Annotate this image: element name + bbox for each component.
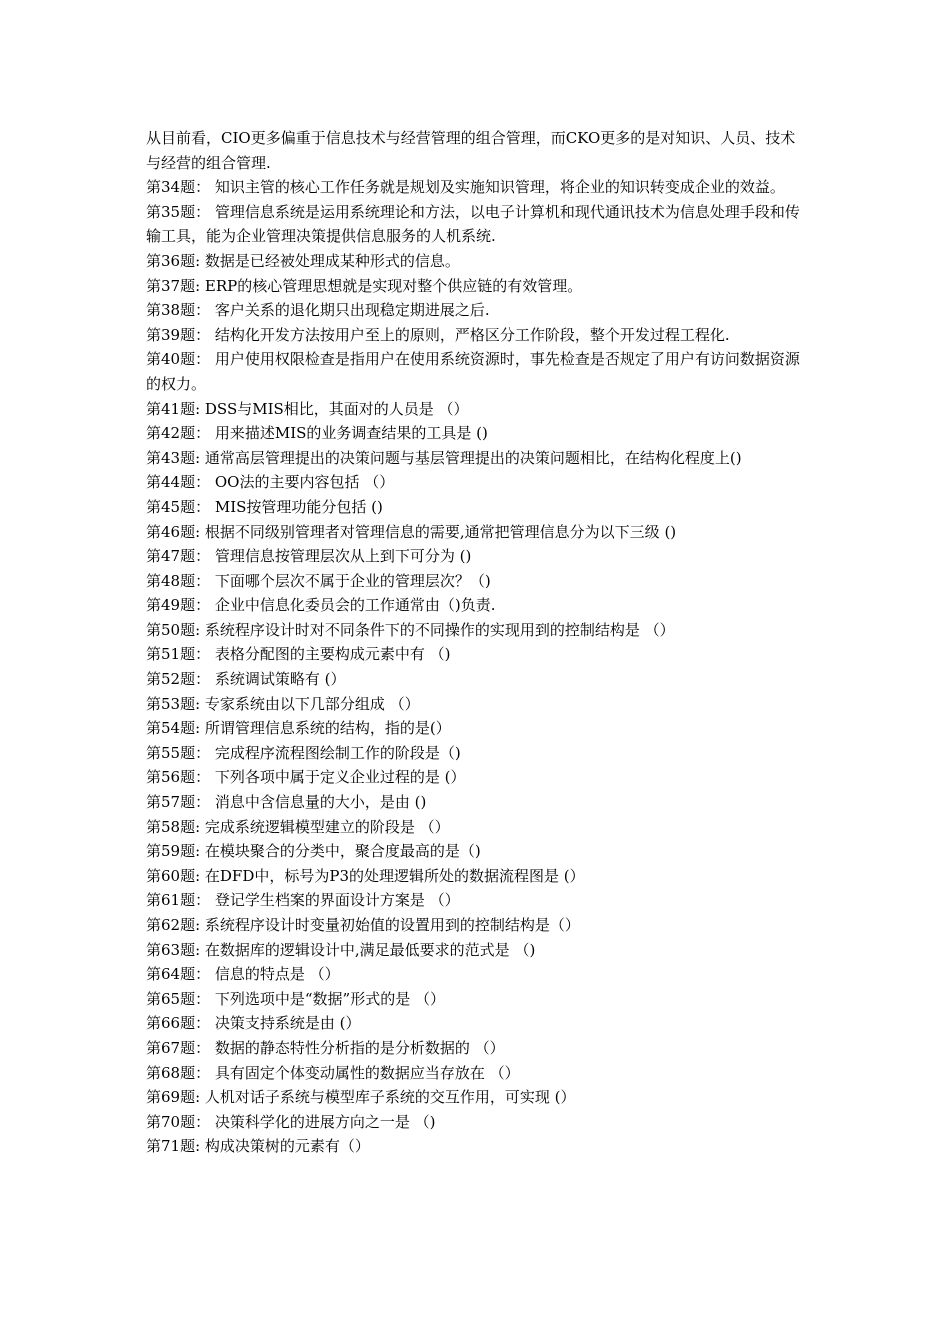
- question-53: 第53题: 专家系统由以下几部分组成 （）: [146, 694, 420, 713]
- question-48: 第48题： 下面哪个层次不属于企业的管理层次？（): [146, 571, 491, 590]
- question-45: 第45题： MIS按管理功能分包括 (): [146, 497, 383, 516]
- question-52: 第52题： 系统调试策略有 (）: [146, 670, 346, 689]
- question-50: 第50题: 系统程序设计时对不同条件下的不同操作的实现用到的控制结构是 （）: [146, 620, 675, 639]
- question-64: 第64题： 信息的特点是 （）: [146, 965, 340, 984]
- question-66: 第66题： 决策支持系统是由 (）: [146, 1014, 361, 1033]
- question-39: 第39题： 结构化开发方法按用户至上的原则，严格区分工作阶段，整个开发过程工程化.: [146, 325, 730, 344]
- question-47: 第47题： 管理信息按管理层次从上到下可分为 (): [146, 547, 472, 566]
- question-40: 第40题： 用户使用权限检查是指用户在使用系统资源时，事先检查是否规定了用户有访问数据资源的权力。: [146, 350, 800, 393]
- question-46: 第46题: 根据不同级别管理者对管理信息的需要,通常把管理信息分为以下三级 (): [146, 522, 677, 541]
- question-56: 第56题： 下列各项中属于定义企业过程的是 (）: [146, 768, 466, 787]
- question-36: 第36题: 数据是已经被处理成某种形式的信息。: [146, 251, 460, 270]
- question-34: 第34题： 知识主管的核心工作任务就是规划及实施知识管理，将企业的知识转变成企业的效益。: [146, 178, 785, 197]
- question-68: 第68题： 具有固定个体变动属性的数据应当存放在 （）: [146, 1063, 520, 1082]
- question-37: 第37题: ERP的核心管理思想就是实现对整个供应链的有效管理。: [146, 276, 583, 295]
- question-59: 第59题: 在模块聚合的分类中，聚合度最高的是（): [146, 842, 481, 861]
- question-60: 第60题: 在DFD中，标号为P3的处理逻辑所处的数据流程图是 (）: [146, 866, 585, 885]
- question-57: 第57题： 消息中含信息量的大小，是由 (): [146, 793, 427, 812]
- question-54: 第54题: 所谓管理信息系统的结构，指的是(）: [146, 719, 451, 738]
- document-body: [146, 126, 810, 1159]
- question-43: 第43题: 通常高层管理提出的决策问题与基层管理提出的决策问题相比，在结构化程度上(): [146, 448, 742, 467]
- question-51: 第51题： 表格分配图的主要构成元素中有 （): [146, 645, 451, 664]
- question-35: 第35题： 管理信息系统是运用系统理论和方法，以电子计算机和现代通讯技术为信息处理手段和传输工具，能为企业管理决策提供信息服务的人机系统.: [146, 202, 800, 246]
- question-63: 第63题: 在数据库的逻辑设计中,满足最低要求的范式是 （): [146, 940, 536, 959]
- paragraph-cio-cko: 从目前看，CIO更多偏重于信息技术与经营管理的组合管理，而CKO更多的是对知识、人员、技术与经营的组合管理.: [146, 129, 796, 172]
- question-58: 第58题: 完成系统逻辑模型建立的阶段是 （）: [146, 817, 450, 836]
- question-67: 第67题： 数据的静态特性分析指的是分析数据的 （）: [146, 1038, 505, 1057]
- question-62: 第62题: 系统程序设计时变量初始值的设置用到的控制结构是（）: [146, 916, 580, 934]
- question-55: 第55题： 完成程序流程图绘制工作的阶段是（): [146, 743, 461, 762]
- question-38: 第38题： 客户关系的退化期只出现稳定期进展之后.: [146, 301, 490, 320]
- question-41: 第41题: DSS与MIS相比，其面对的人员是 （）: [146, 399, 469, 418]
- question-69: 第69题: 人机对话子系统与模型库子系统的交互作用，可实现 (）: [146, 1088, 576, 1107]
- question-70: 第70题： 决策科学化的进展方向之一是 （): [146, 1112, 436, 1131]
- question-42: 第42题： 用来描述MIS的业务调查结果的工具是 (): [146, 424, 488, 443]
- question-65: 第65题： 下列选项中是“数据”形式的是 （）: [146, 989, 445, 1008]
- question-44: 第44题： OO法的主要内容包括 （）: [146, 473, 395, 492]
- question-71: 第71题: 构成决策树的元素有（）: [146, 1137, 370, 1156]
- question-49: 第49题： 企业中信息化委员会的工作通常由（)负责.: [146, 596, 496, 615]
- question-61: 第61题： 登记学生档案的界面设计方案是 （）: [146, 891, 460, 910]
